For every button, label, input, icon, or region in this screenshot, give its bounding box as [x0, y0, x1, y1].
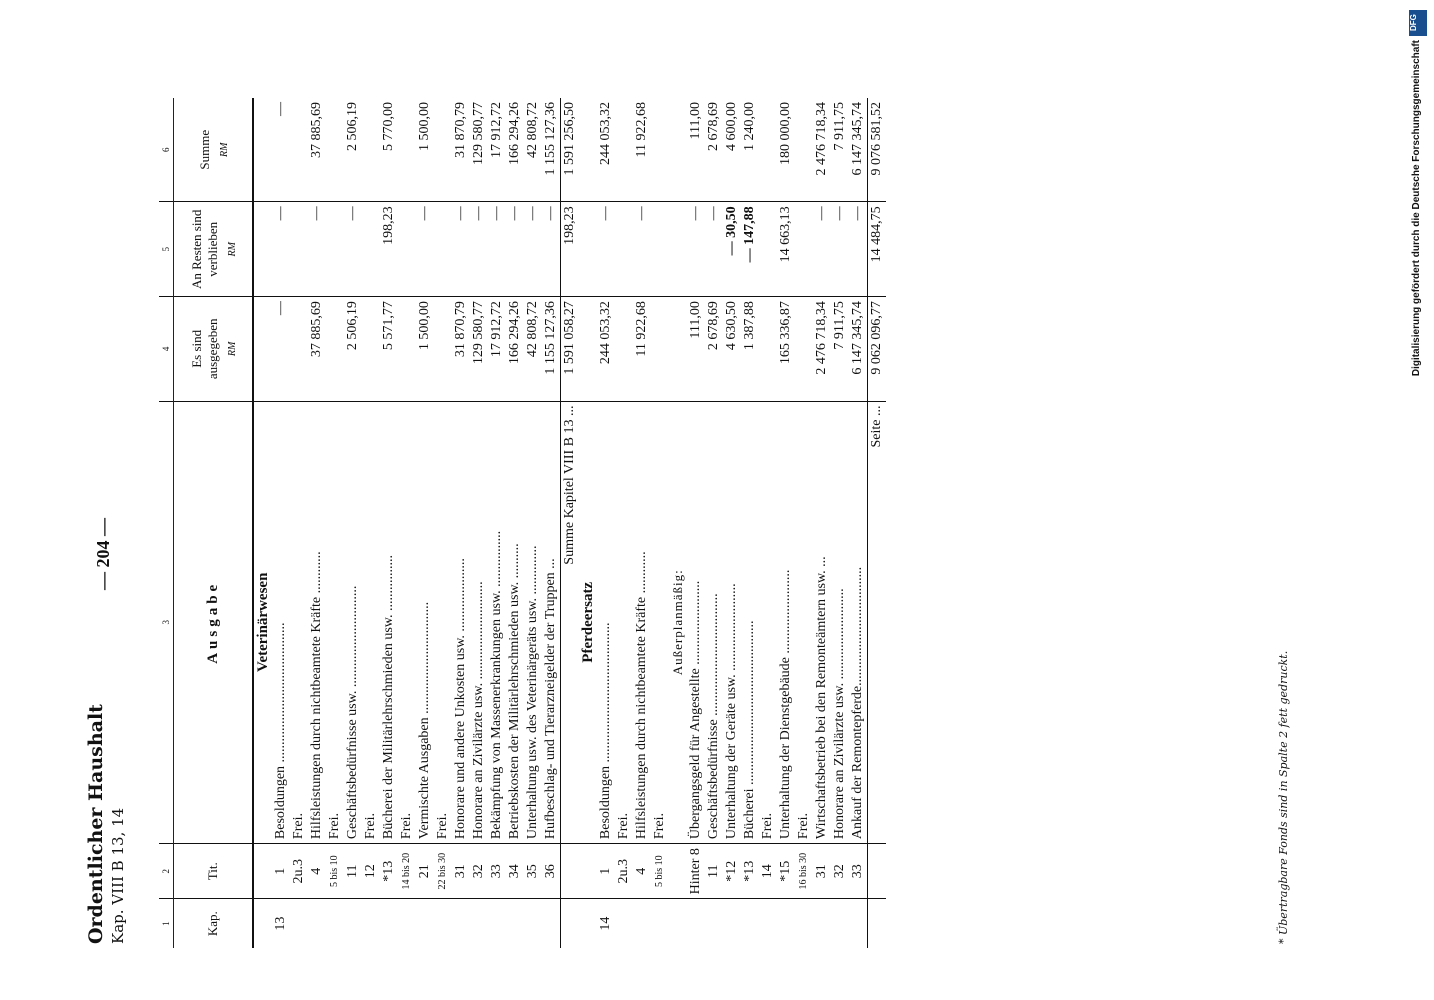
cell-summe: [651, 98, 669, 202]
colnum-3: 3: [159, 401, 174, 844]
table-row: [308, 98, 326, 948]
cell-kap: [705, 899, 723, 948]
cell-ausgegeben: [615, 297, 633, 401]
unit-label: RM: [218, 142, 230, 157]
column-number-row: [159, 98, 174, 948]
unit-label: RM: [226, 341, 238, 357]
cell-text: Unterhaltung usw. des Veterinärgeräts usw. ..............: [524, 401, 542, 844]
cell-tit: 11: [705, 844, 723, 899]
cell-kap: [669, 899, 687, 948]
table-row: [777, 98, 795, 948]
cell-text: Geschäftsbedürfnisse usw. .............................: [344, 401, 362, 844]
cell-summe: [795, 98, 813, 202]
table-row: [633, 98, 651, 948]
cell-tit: [253, 844, 272, 899]
cell-text: Summe Kapitel VIII B 13 ...: [561, 401, 580, 844]
cell-summe: 31 870,79: [453, 102, 468, 158]
cell-reste: 198,23: [561, 202, 580, 297]
cell-kap: [759, 899, 777, 948]
cell-summe: 244 053,32: [598, 102, 613, 165]
table-row: [651, 98, 669, 948]
page-title: Ordentlicher Haushalt: [85, 704, 107, 944]
cell-kap: [633, 899, 651, 948]
cell-summe: 1 155 127,36: [543, 102, 558, 176]
cell-ausgegeben: 165 336,87: [777, 297, 795, 401]
colnum-1: 1: [159, 899, 174, 948]
cell-kap: [579, 899, 597, 948]
cell-tit: 1: [597, 844, 615, 899]
cell-ausgegeben: 4 630,50: [723, 297, 741, 401]
section-title-row: [253, 98, 272, 948]
cell-tit: 1: [272, 844, 290, 899]
cell-kap: [326, 899, 344, 948]
cell-ausgegeben: [326, 297, 344, 401]
cell-tit: 11: [344, 844, 362, 899]
cell-reste: —: [849, 202, 868, 297]
cell-text: Bücherei der Militärlehrschmieden usw. ................: [380, 401, 398, 844]
cell-tit: 4: [308, 844, 326, 899]
page-number: — 204 —: [93, 518, 113, 590]
cell-reste: [579, 202, 597, 297]
cell-kap: [795, 899, 813, 948]
cell-reste: —: [416, 202, 434, 297]
cell-text: Honorare an Zivilärzte usw. ............................: [470, 401, 488, 844]
budget-table: [159, 98, 886, 948]
cell-ausgegeben: 244 053,32: [597, 297, 615, 401]
cell-summe: 1 591 256,50: [561, 98, 580, 202]
cell-summe: [326, 98, 344, 202]
cell-reste: —: [524, 202, 542, 297]
header-ausgabe: [174, 401, 254, 844]
cell-tit: 32: [470, 844, 488, 899]
header-summe-label: Summe: [196, 129, 212, 170]
unit-label: RM: [226, 242, 238, 257]
table-row: [687, 98, 705, 948]
table-row: [326, 98, 344, 948]
cell-kap: [868, 899, 887, 948]
cell-tit: 16 bis 30: [795, 844, 813, 899]
cell-ausgegeben: [579, 297, 597, 401]
header-ausgegeben-label: Es sind ausgegeben: [188, 318, 220, 380]
cell-kap: [398, 899, 416, 948]
cell-ausgegeben: 42 808,72: [524, 297, 542, 401]
table-row: [398, 98, 416, 948]
cell-ausgegeben: [398, 297, 416, 401]
cell-kap: [452, 899, 470, 948]
table-row: [705, 98, 723, 948]
cell-kap: [615, 899, 633, 948]
table-row: [524, 98, 542, 948]
cell-ausgegeben: 6 147 345,74: [849, 297, 868, 401]
cell-summe: [362, 98, 380, 202]
cell-tit: 33: [849, 844, 868, 899]
cell-reste: —: [488, 202, 506, 297]
cell-text: Bücherei ...............................................: [741, 401, 759, 844]
cell-reste: —: [470, 202, 488, 297]
cell-text: Pferdeersatz: [579, 401, 597, 844]
cell-tit: *13: [380, 844, 398, 899]
cell-ausgegeben: 111,00: [687, 297, 705, 401]
cell-reste: 14 484,75: [868, 202, 887, 297]
table-row: [272, 98, 290, 948]
cell-text: Vermischte Ausgaben ................................: [416, 401, 434, 844]
cell-summe: 129 580,77: [471, 102, 486, 165]
colnum-4: 4: [159, 297, 174, 401]
cell-reste: [669, 202, 687, 297]
table-row: [290, 98, 308, 948]
cell-text: Frei.: [434, 401, 452, 844]
cell-tit: [669, 844, 687, 899]
dfg-logo-text: DFG: [1409, 14, 1418, 32]
cell-ausgegeben: 1 387,88: [741, 297, 759, 401]
cell-ausgegeben: 11 922,68: [633, 297, 651, 401]
cell-ausgegeben: [434, 297, 452, 401]
sum-row: [868, 98, 887, 948]
cell-ausgegeben: 5 571,77: [380, 297, 398, 401]
table-row: [362, 98, 380, 948]
cell-ausgegeben: 1 155 127,36: [542, 297, 561, 401]
table-row: [597, 98, 615, 948]
cell-ausgegeben: 31 870,79: [452, 297, 470, 401]
cell-reste: —: [633, 202, 651, 297]
cell-summe: 166 294,26: [507, 102, 522, 165]
cell-text: Honorare an Zivilärzte usw. ..........................: [831, 401, 849, 844]
cell-ausgegeben: 2 678,69: [705, 297, 723, 401]
table-row: [380, 98, 398, 948]
cell-text: Betriebskosten der Militärlehrschmieden usw. ..........: [506, 401, 524, 844]
cell-tit: 31: [452, 844, 470, 899]
cell-reste: —: [272, 202, 290, 297]
cell-kap: [524, 899, 542, 948]
table-row: [741, 98, 759, 948]
cell-kap: [290, 899, 308, 948]
cell-ausgegeben: 2 506,19: [344, 297, 362, 401]
header-summe: [174, 98, 254, 202]
cell-text: Honorare und andere Unkosten usw. .....................: [452, 401, 470, 844]
cell-kap: [561, 899, 580, 948]
cell-reste: —: [542, 202, 561, 297]
cell-ausgegeben: 1 591 058,27: [561, 297, 580, 401]
cell-text: Bekämpfung von Massenerkrankungen usw. ................: [488, 401, 506, 844]
cell-kap: [488, 899, 506, 948]
cell-tit: [561, 844, 580, 899]
cell-ausgegeben: 7 911,75: [831, 297, 849, 401]
cell-summe: [759, 98, 777, 202]
cell-text: Frei.: [651, 401, 669, 844]
cell-ausgegeben: [253, 297, 272, 401]
cell-tit: [868, 844, 887, 899]
table-row: [813, 98, 831, 948]
cell-summe: 11 922,68: [634, 102, 649, 158]
side-credit-text: Digitalisierung gefördert durch die Deutsche Forschungsgemeinschaft: [1411, 40, 1422, 377]
header-reste: [174, 202, 254, 297]
cell-text: Besoldungen ........................................: [597, 401, 615, 844]
cell-text: Unterhaltung der Geräte usw. .........................: [723, 401, 741, 844]
cell-text: Wirtschaftsbetrieb bei den Remonteämtern usw. ...: [813, 401, 831, 844]
cell-tit: 33: [488, 844, 506, 899]
cell-summe: 2 476 718,34: [814, 102, 829, 176]
cell-text: Seite ...: [868, 401, 887, 844]
cell-kap: [308, 899, 326, 948]
dfg-logo: [1409, 10, 1427, 36]
cell-tit: 32: [831, 844, 849, 899]
table-row: [615, 98, 633, 948]
cell-reste: —: [506, 202, 524, 297]
cell-kap: [506, 899, 524, 948]
cell-text: Hilfsleistungen durch nichtbeamtete Kräfte ............: [633, 401, 651, 844]
cell-kap: [813, 899, 831, 948]
cell-kap: [849, 899, 868, 948]
cell-ausgegeben: 2 476 718,34: [813, 297, 831, 401]
cell-kap: [542, 899, 561, 948]
cell-reste: [651, 202, 669, 297]
cell-reste: —: [813, 202, 831, 297]
cell-reste: [290, 202, 308, 297]
cell-kap: [470, 899, 488, 948]
cell-summe: [669, 98, 687, 202]
cell-summe: 37 885,69: [309, 102, 324, 158]
cell-kap: [416, 899, 434, 948]
cell-tit: 2u.3: [290, 844, 308, 899]
table-row: [344, 98, 362, 948]
cell-summe: 7 911,75: [832, 102, 847, 151]
cell-tit: 14: [759, 844, 777, 899]
page-subtitle: Kap. VIII B 13, 14: [109, 807, 127, 944]
table-row: [470, 98, 488, 948]
cell-kap: [741, 899, 759, 948]
cell-reste: [362, 202, 380, 297]
table-row: [452, 98, 470, 948]
cell-reste: — 30,50: [723, 202, 741, 297]
cell-summe: [253, 98, 272, 202]
cell-summe: —: [273, 102, 288, 116]
cell-tit: Hinter 8: [687, 844, 705, 899]
cell-text: Frei.: [759, 401, 777, 844]
cell-tit: 14 bis 20: [398, 844, 416, 899]
cell-reste: [434, 202, 452, 297]
cell-kap: [253, 899, 272, 948]
cell-tit: *13: [741, 844, 759, 899]
cell-ausgegeben: 17 912,72: [488, 297, 506, 401]
cell-tit: 36: [542, 844, 561, 899]
cell-reste: [615, 202, 633, 297]
header-ausgegeben: [174, 297, 254, 401]
cell-summe: 1 500,00: [417, 102, 432, 151]
cell-text: Außerplanmäßig:: [669, 401, 687, 844]
cell-ausgegeben: 129 580,77: [470, 297, 488, 401]
cell-text: Hilfsleistungen durch nichtbeamtete Kräfte ............: [308, 401, 326, 844]
cell-ausgegeben: [669, 297, 687, 401]
cell-summe: [290, 98, 308, 202]
cell-reste: —: [452, 202, 470, 297]
cell-summe: [579, 98, 597, 202]
cell-text: Unterhaltung der Dienstgebäude ........................: [777, 401, 795, 844]
table-row: [759, 98, 777, 948]
cell-summe: [434, 98, 452, 202]
cell-text: Frei.: [398, 401, 416, 844]
cell-summe: 9 076 581,52: [868, 98, 887, 202]
cell-text: Übergangsgeld für Angestellte ........................: [687, 401, 705, 844]
cell-kap: [687, 899, 705, 948]
cell-summe: 180 000,00: [778, 102, 793, 165]
header-kap: Kap.: [174, 899, 254, 948]
cell-kap: [723, 899, 741, 948]
cell-kap: 13: [272, 899, 290, 948]
cell-summe: 111,00: [688, 102, 703, 140]
cell-kap: [362, 899, 380, 948]
cell-summe: 6 147 345,74: [850, 102, 865, 176]
cell-tit: 31: [813, 844, 831, 899]
cell-tit: 5 bis 10: [326, 844, 344, 899]
cell-reste: —: [344, 202, 362, 297]
cell-summe: [615, 98, 633, 202]
cell-reste: [795, 202, 813, 297]
cell-ausgegeben: [362, 297, 380, 401]
table-row: [416, 98, 434, 948]
table-row: [831, 98, 849, 948]
cell-text: Frei.: [795, 401, 813, 844]
header-tit: Tit.: [174, 844, 254, 899]
header-ausgabe-label: Ausgabe: [204, 580, 221, 664]
cell-reste: [759, 202, 777, 297]
cell-reste: —: [705, 202, 723, 297]
cell-summe: 17 912,72: [489, 102, 504, 158]
table-row: [506, 98, 524, 948]
table-body: [253, 98, 886, 948]
cell-reste: —: [597, 202, 615, 297]
subsection-row: [669, 98, 687, 948]
cell-text: Besoldungen ........................................: [272, 401, 290, 844]
table-row: [488, 98, 506, 948]
cell-reste: [398, 202, 416, 297]
cell-reste: —: [831, 202, 849, 297]
cell-summe: 2 506,19: [345, 102, 360, 151]
section-title-row: [579, 98, 597, 948]
cell-tit: 4: [633, 844, 651, 899]
cell-reste: [253, 202, 272, 297]
table-row: [723, 98, 741, 948]
cell-text: Ankauf der Remontepferde..................................: [849, 401, 868, 844]
table-row: [434, 98, 452, 948]
cell-kap: [380, 899, 398, 948]
cell-kap: 14: [597, 899, 615, 948]
cell-summe: 5 770,00: [381, 102, 396, 151]
cell-ausgegeben: [759, 297, 777, 401]
cell-kap: [651, 899, 669, 948]
cell-text: Frei.: [290, 401, 308, 844]
cell-ausgegeben: 37 885,69: [308, 297, 326, 401]
cell-tit: 21: [416, 844, 434, 899]
cell-tit: 35: [524, 844, 542, 899]
cell-kap: [831, 899, 849, 948]
cell-ausgegeben: [795, 297, 813, 401]
colnum-5: 5: [159, 202, 174, 297]
cell-reste: — 147,88: [741, 202, 759, 297]
cell-tit: 12: [362, 844, 380, 899]
cell-ausgegeben: 9 062 096,77: [868, 297, 887, 401]
cell-text: Hufbeschlag- und Tierarzneigelder der Truppen ...: [542, 401, 561, 844]
cell-ausgegeben: —: [272, 297, 290, 401]
cell-tit: 2u.3: [615, 844, 633, 899]
colnum-6: 6: [159, 98, 174, 202]
cell-tit: 5 bis 10: [651, 844, 669, 899]
cell-ausgegeben: 166 294,26: [506, 297, 524, 401]
cell-tit: *15: [777, 844, 795, 899]
cell-summe: 2 678,69: [706, 102, 721, 151]
header-reste-label: An Resten sind verblieben: [188, 209, 220, 290]
sum-row: [561, 98, 580, 948]
cell-tit: *12: [723, 844, 741, 899]
cell-ausgegeben: 1 500,00: [416, 297, 434, 401]
cell-summe: 42 808,72: [525, 102, 540, 158]
page-header: [85, 704, 127, 944]
table-row: [795, 98, 813, 948]
cell-text: Frei.: [326, 401, 344, 844]
cell-kap: [344, 899, 362, 948]
cell-summe: 4 600,00: [724, 102, 739, 151]
rotated-page: [67, 30, 1367, 970]
colnum-2: 2: [159, 844, 174, 899]
cell-summe: 1 240,00: [742, 102, 757, 151]
cell-text: Frei.: [362, 401, 380, 844]
cell-ausgegeben: [651, 297, 669, 401]
cell-kap: [434, 899, 452, 948]
table-row: [542, 98, 561, 948]
side-credit: [1408, 10, 1428, 390]
cell-text: Geschäftsbedürfnisse ...................................: [705, 401, 723, 844]
cell-reste: 198,23: [380, 202, 398, 297]
cell-reste: 14 663,13: [777, 202, 795, 297]
cell-reste: —: [687, 202, 705, 297]
table-row: [849, 98, 868, 948]
cell-tit: [579, 844, 597, 899]
footnote: * Übertragbare Fonds sind in Spalte 2 fett gedruckt.: [1277, 650, 1290, 944]
cell-kap: [777, 899, 795, 948]
cell-text: Veterinärwesen: [253, 401, 272, 844]
cell-text: Frei.: [615, 401, 633, 844]
cell-tit: 34: [506, 844, 524, 899]
cell-reste: [326, 202, 344, 297]
cell-tit: 22 bis 30: [434, 844, 452, 899]
header-row: [174, 98, 254, 948]
cell-reste: —: [308, 202, 326, 297]
cell-ausgegeben: [290, 297, 308, 401]
cell-summe: [398, 98, 416, 202]
